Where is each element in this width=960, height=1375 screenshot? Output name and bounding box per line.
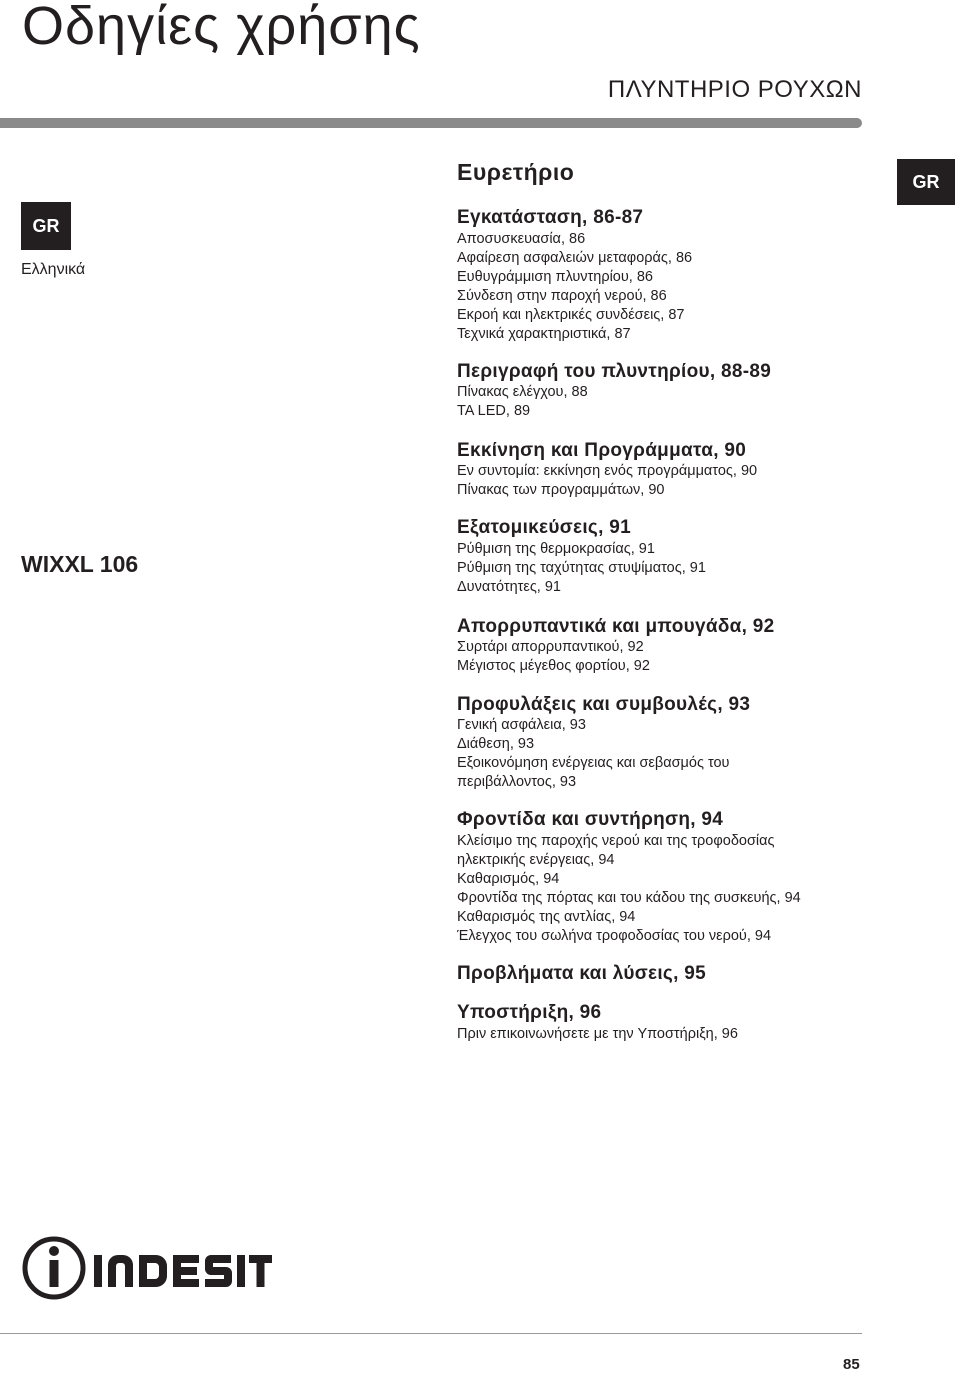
toc-item: Έλεγχος του σωλήνα τροφοδοσίας του νερού, 94 <box>457 928 772 944</box>
document-title: Οδηγίες χρήσης <box>22 0 421 56</box>
toc-item: ΤΑ LED, 89 <box>457 403 531 419</box>
toc-heading: Προβλήματα και λύσεις, 95 <box>457 963 706 984</box>
toc-item: Καθαρισμός της αντλίας, 94 <box>457 909 636 925</box>
toc-item: Ρύθμιση της θερμοκρασίας, 91 <box>457 541 655 557</box>
toc-item: Φροντίδα της πόρτας και του κάδου της συσκευής, 94 <box>457 890 801 906</box>
toc-heading: Προφυλάξεις και συμβουλές, 93 <box>457 694 751 715</box>
toc-item: Πίνακας των προγραμμάτων, 90 <box>457 482 665 498</box>
toc-item: Γενική ασφάλεια, 93 <box>457 717 586 733</box>
corner-language-badge: GR <box>897 159 955 205</box>
toc-item: Σύνδεση στην παροχή νερού, 86 <box>457 288 667 304</box>
toc-item: Εξοικονόμηση ενέργειας και σεβασμός του <box>457 755 730 771</box>
toc-item: Εκροή και ηλεκτρικές συνδέσεις, 87 <box>457 307 685 323</box>
toc-item: Συρτάρι απορρυπαντικού, 92 <box>457 639 644 655</box>
toc-item: Εν συντομία: εκκίνηση ενός προγράμματος, 90 <box>457 463 758 479</box>
toc-item: Διάθεση, 93 <box>457 736 535 752</box>
toc-item: Δυνατότητες, 91 <box>457 579 561 595</box>
toc-item: Κλείσιμο της παροχής νερού και της τροφοδοσίας <box>457 833 775 849</box>
toc-item: Αποσυσκευασία, 86 <box>457 231 586 247</box>
toc-item: Πριν επικοινωνήσετε με την Υποστήριξη, 96 <box>457 1026 738 1042</box>
toc-item: Ρύθμιση της ταχύτητας στυψίματος, 91 <box>457 560 706 576</box>
indesit-logo-icon <box>22 1235 272 1301</box>
language-label: Ελληνικά <box>21 261 86 278</box>
product-type: ΠΛΥΝΤΗΡΙΟ ΡΟΥΧΩΝ <box>607 76 862 103</box>
index-title: Ευρετήριο <box>457 159 575 185</box>
toc-heading: Εξατομικεύσεις, 91 <box>457 517 631 538</box>
toc-heading: Απορρυπαντικά και μπουγάδα, 92 <box>457 616 775 637</box>
toc-item: περιβάλλοντος, 93 <box>457 774 577 790</box>
toc-item: ηλεκτρικής ενέργειας, 94 <box>457 852 615 868</box>
toc-heading: Περιγραφή του πλυντηρίου, 88-89 <box>457 361 772 382</box>
page-number: 85 <box>843 1356 860 1373</box>
toc-heading: Εκκίνηση και Προγράμματα, 90 <box>457 440 747 461</box>
toc-item: Ευθυγράμμιση πλυντηρίου, 86 <box>457 269 653 285</box>
toc-heading: Εγκατάσταση, 86-87 <box>457 207 644 228</box>
model-name: WIXXL 106 <box>21 551 139 577</box>
toc-heading: Φροντίδα και συντήρηση, 94 <box>457 809 724 830</box>
header-divider <box>0 118 862 128</box>
toc-item: Καθαρισμός, 94 <box>457 871 560 887</box>
toc-item: Τεχνικά χαρακτηριστικά, 87 <box>457 326 631 342</box>
toc-heading: Υποστήριξη, 96 <box>457 1002 602 1023</box>
language-badge: GR <box>21 202 71 250</box>
toc-item: Μέγιστος μέγεθος φορτίου, 92 <box>457 658 650 674</box>
toc-item: Πίνακας ελέγχου, 88 <box>457 384 588 400</box>
indesit-logo <box>22 1235 272 1306</box>
footer-divider <box>0 1333 862 1334</box>
toc-item: Αφαίρεση ασφαλειών μεταφοράς, 86 <box>457 250 693 266</box>
